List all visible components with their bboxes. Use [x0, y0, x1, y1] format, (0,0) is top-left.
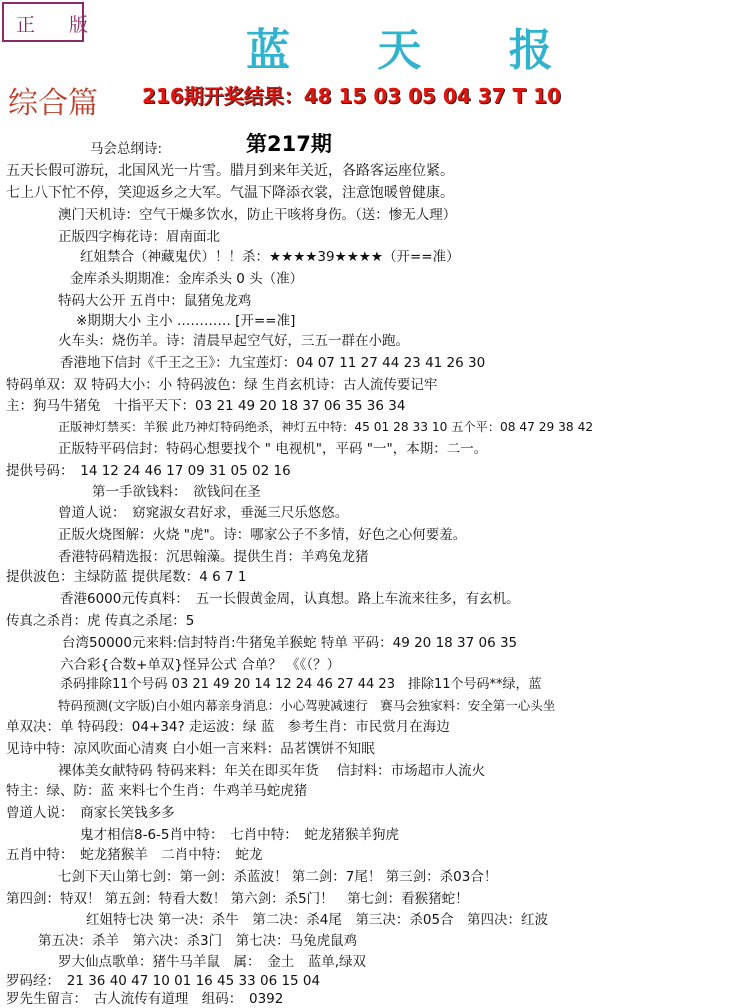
text-line: 曾道人说： 商家长笑钱多多	[6, 805, 175, 821]
text-line: 提供波色：主绿防蓝 提供尾数：4 6 7 1	[6, 569, 247, 585]
text-line: 金库杀头期期准：金库杀头 0 头（准）	[70, 271, 304, 287]
text-line: 罗先生留言： 古人流传有道理 组码： 0392	[6, 991, 284, 1007]
newspaper-title: 蓝 天 报	[246, 25, 589, 76]
text-line: 曾道人说： 窈窕淑女君好求，垂涎三尺乐悠悠。	[58, 505, 349, 521]
text-line: 裸体美女献特码 特码来料：年关在即买年货 信封料：市场超市人流火	[58, 763, 486, 779]
text-line: 马会总纲诗:	[90, 141, 163, 157]
text-line: 罗大仙点歌单：猪牛马羊鼠 属： 金土 蓝单,绿双	[58, 954, 367, 970]
text-line: 红姐特七决 第一决：杀牛 第二决：杀4尾 第三决：杀05合 第四决：红波	[86, 912, 549, 928]
text-line: 正版四字梅花诗：眉南面北	[58, 229, 220, 245]
text-line: 香港特码精选报：沉思翰藻。提供生肖：羊鸡兔龙猪	[58, 549, 369, 565]
text-line: 五肖中特： 蛇龙猪猴羊 二肖中特： 蛇龙	[6, 847, 263, 863]
draw-result: 216期开奖结果：48 15 03 05 04 37 T 10	[142, 84, 561, 108]
text-line: 第一手欲钱料： 欲钱问在圣	[92, 484, 261, 500]
text-line: 第五决：杀羊 第六决：杀3门 第七决：马兔虎鼠鸡	[38, 933, 358, 949]
text-line: 香港6000元传真料： 五一长假黄金周，认真想。路上车流来往多，有玄机。	[60, 591, 520, 607]
text-line: 主：狗马牛猪兔 十指平天下：03 21 49 20 18 37 06 35 36 34	[6, 398, 406, 414]
text-line: 红姐禁合（神藏鬼伏）！！杀：★★★★39★★★★（开==准）	[80, 249, 460, 265]
text-line: 单双决：单 特码段：04+34? 走运波：绿 蓝 参考生肖：市民赏月在海边	[6, 719, 450, 735]
text-line: 五天长假可游玩，北国风光一片雪。腊月到来年关近，各路客运座位紧。	[6, 163, 454, 179]
text-line: 罗码经： 21 36 40 47 10 01 16 45 33 06 15 04	[6, 973, 321, 989]
issue-number: 第217期	[246, 132, 332, 156]
text-line: 火车头：烧伤羊。诗：清晨早起空气好，三五一群在小跑。	[58, 333, 409, 349]
text-line: 见诗中特：凉风吹面心清爽 白小姐一言来料：品茗馔饼不知眠	[6, 741, 375, 757]
text-line: 七剑下天山第七剑：第一剑：杀蓝波！ 第二剑：7尾！ 第三剑：杀03合！	[58, 869, 498, 885]
text-line: 第四剑：特双！ 第五剑：特看大数！ 第六剑：杀5门！ 第七剑：看猴猪蛇！	[6, 891, 469, 907]
text-line: 特码大公开 五肖中：鼠猪兔龙鸡	[58, 293, 252, 309]
text-line: 七上八下忙不停，笑迎返乡之大军。气温下降添衣裳，注意饱暖曾健康。	[6, 185, 454, 201]
text-line: 特主：绿、防：蓝 来料七个生肖：牛鸡羊马蛇虎猪	[6, 783, 308, 799]
text-line: 杀码排除11个号码 03 21 49 20 14 12 24 46 27 44 23 排除11个号码**绿，蓝	[60, 677, 542, 692]
text-line: 正版神灯禁买：羊猴 此乃神灯特码绝杀，神灯五中特：45 01 28 33 10 五个平：08 47 29 38 42	[58, 420, 594, 434]
section-label: 综合篇	[8, 86, 98, 121]
text-line: 正版特平码信封：特码心想要找个 " 电视机"，平码 "一"，本期：二一。	[58, 441, 488, 457]
text-line: 传真之杀肖：虎 传真之杀尾：5	[6, 613, 195, 629]
text-line: 鬼才相信8-6-5肖中特： 七肖中特： 蛇龙猪猴羊狗虎	[80, 827, 400, 843]
text-line: 提供号码： 14 12 24 46 17 09 31 05 02 16	[6, 463, 291, 479]
text-line: ※期期大小 主小 ………… [开==准]	[76, 313, 296, 329]
authentic-stamp: 正 版	[2, 2, 84, 42]
text-line: 六合彩{合数+单双}怪异公式 合单？ 《《（？）	[60, 657, 341, 673]
text-line: 澳门天机诗：空气干燥多饮水，防止干咳将身伤。（送：惨无人理）	[58, 207, 457, 223]
text-line: 台湾50000元来料:信封特肖:牛猪兔羊猴蛇 特单 平码：49 20 18 37 06 35	[62, 635, 518, 651]
text-line: 香港地下信封《千王之王》：九宝莲灯：04 07 11 27 44 23 41 26 30	[60, 355, 486, 371]
text-line: 特码预测(文字版)白小姐内幕亲身消息：小心驾驶减速行 赛马会独家料：安全第一心头坐	[58, 698, 556, 713]
text-line: 正版火烧图解：火烧 "虎"。诗：哪家公子不多情，好色之心何要羞。	[58, 527, 467, 543]
text-line: 特码单双：双 特码大小：小 特码波色：绿 生肖玄机诗：古人流传要记牢	[6, 377, 438, 393]
